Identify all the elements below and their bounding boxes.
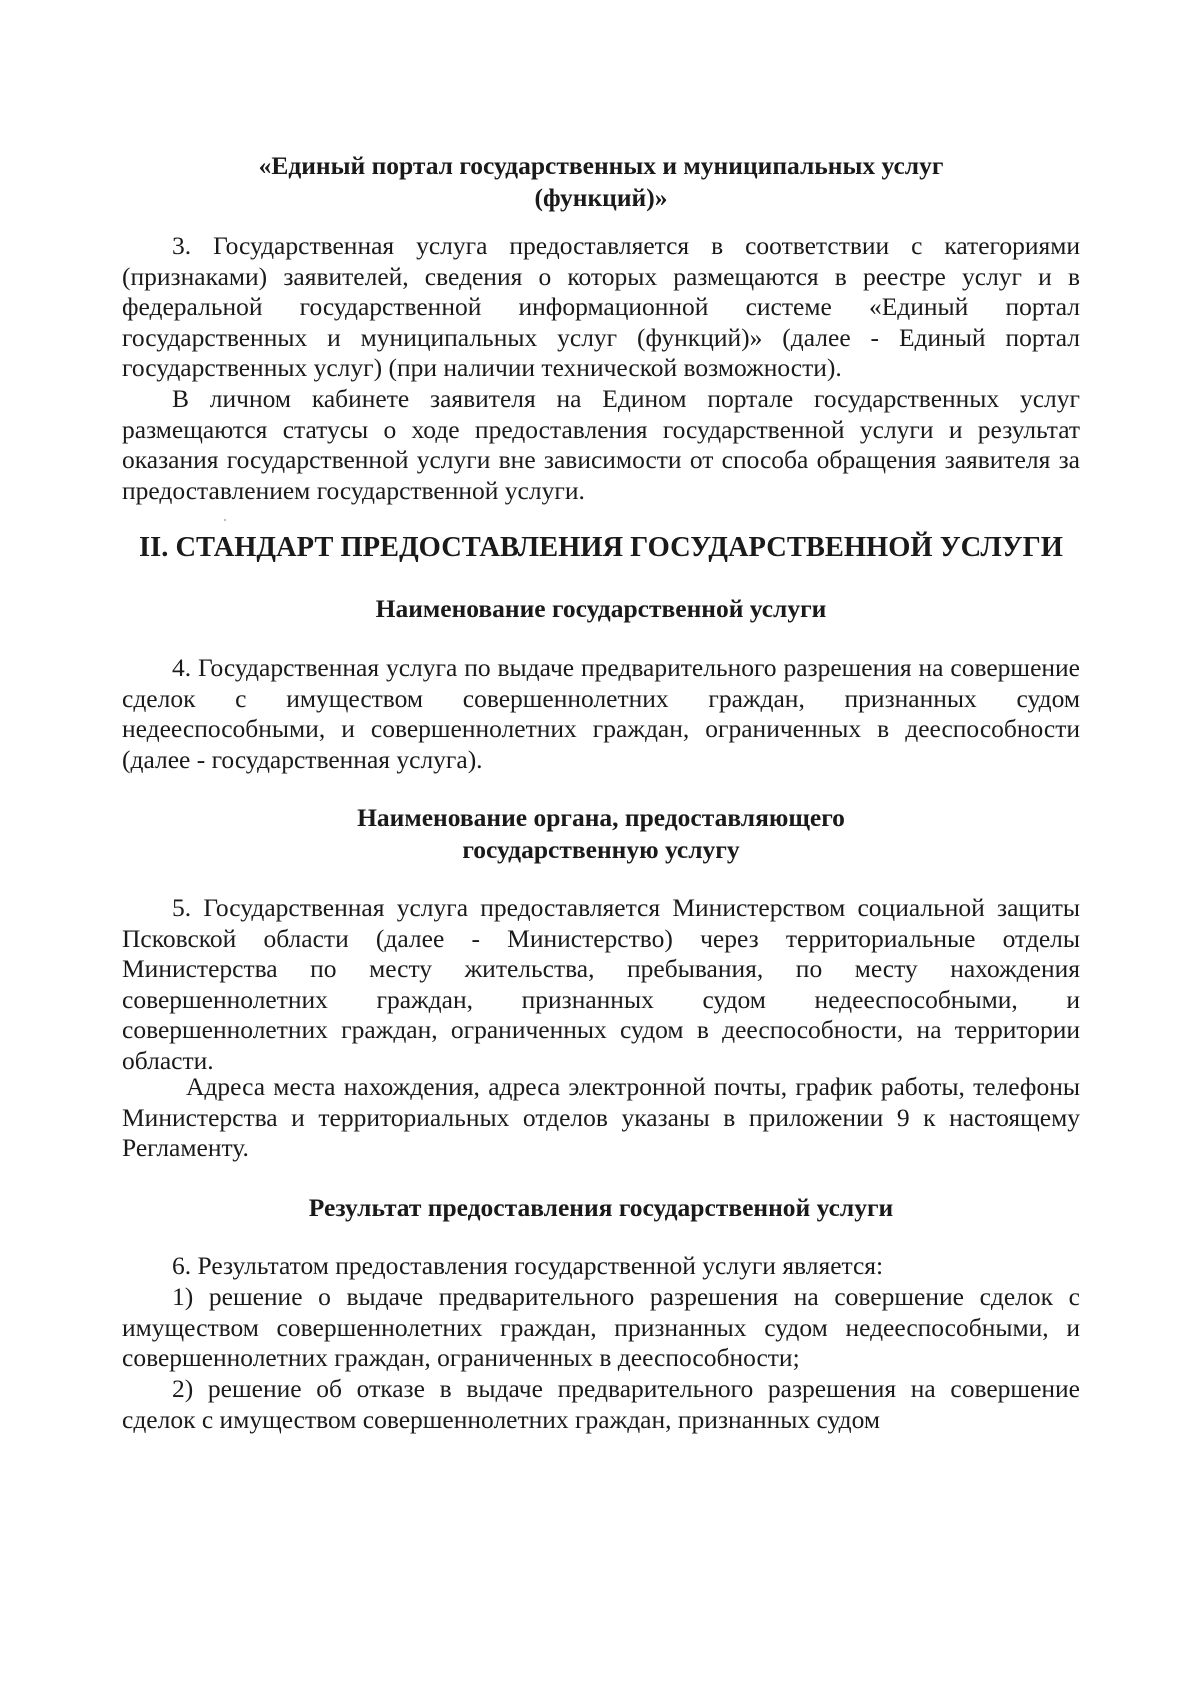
- heading-service-name: Наименование государственной услуги: [375, 594, 827, 623]
- document-title: [122, 150, 1080, 214]
- paragraph-6-item-1: 1) решение о выдаче предварительного разрешения на совершение сделок с имуществом совершеннолетних граждан, признанных судом недееспособными, и совершеннолетних граждан, ограниченных в дееспособности;: [122, 1282, 1080, 1373]
- title-line-2: (функций)»: [534, 183, 668, 212]
- paragraph-3-continued: В личном кабинете заявителя на Едином портале государственных услуг размещаются статусы о ходе предоставления государственной услуги и результат оказания государственной услуги вне зависимости от способа обращения заявителя за предоставлением государственной услуги.: [122, 384, 1080, 505]
- paragraph-6: 6. Результатом предоставления государственной услуги является:: [172, 1251, 884, 1280]
- section-2-title: II. СТАНДАРТ ПРЕДОСТАВЛЕНИЯ ГОСУДАРСТВЕННОЙ УСЛУГИ: [139, 532, 1063, 563]
- heading-organ-line-1: Наименование органа, предоставляющего: [357, 803, 845, 832]
- paragraph-5-continued: Адреса места нахождения, адреса электронной почты, график работы, телефоны Министерства и территориальных отделов указаны в приложении 9 к настоящему Регламенту.: [122, 1072, 1080, 1163]
- paragraph-6-item-2: 2) решение об отказе в выдаче предварительного разрешения на совершение сделок с имуществом совершеннолетних граждан, признанных судом: [122, 1374, 1080, 1434]
- heading-providing-organ: [122, 802, 1080, 866]
- paragraph-4: 4. Государственная услуга по выдаче предварительного разрешения на совершение сделок с имуществом совершеннолетних граждан, признанных судом недееспособными, и совершеннолетних граждан, ограниченных в дееспособности (далее - государственная услуга).: [122, 653, 1080, 774]
- scan-artifact-dot: [224, 519, 226, 521]
- paragraph-3: 3. Государственная услуга предоставляется в соответствии с категориями (признаками) заявителей, сведения о которых размещаются в реестре услуг и в федеральной государственной информационной системе «Единый портал государственных и муниципальных услуг (функций)» (далее - Единый портал государственных услуг) (при наличии технической возможности).: [122, 231, 1080, 383]
- title-line-1: «Единый портал государственных и муниципальных услуг: [258, 151, 944, 180]
- heading-organ-line-2: государственную услугу: [462, 835, 740, 864]
- paragraph-5: 5. Государственная услуга предоставляется Министерством социальной защиты Псковской области (далее - Министерство) через территориальные отделы Министерства по месту жительства, пребывания, по месту нахождения совершеннолетних граждан, признанных судом недееспособными, и совершеннолетних граждан, ограниченных судом в дееспособности, на территории области.: [122, 893, 1080, 1075]
- heading-service-result: Результат предоставления государственной услуги: [308, 1193, 894, 1222]
